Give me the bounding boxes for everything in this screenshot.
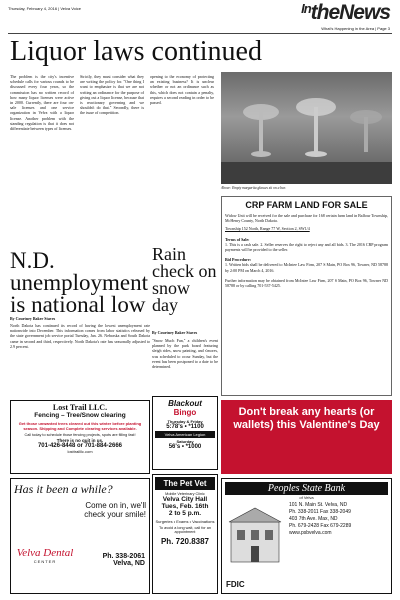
- photo-caption: Above: Empty margarita glasses sit on a bar.: [221, 186, 286, 190]
- blackout-bingo-ad: [152, 396, 218, 470]
- lost-trail-services: Fencing – Tree/Snow clearing: [34, 412, 126, 419]
- dental-center: CENTER: [33, 559, 57, 564]
- lost-trail-name: Lost Trail LLC.: [52, 403, 108, 412]
- bank-name: Peoples State Bank: [225, 482, 388, 495]
- logo-main: theNews: [310, 1, 390, 24]
- vet-phone: Ph. 720.8387: [160, 537, 210, 546]
- main-headline: Liquor laws continued: [10, 36, 262, 67]
- blackout-venue: Velva American Legion: [155, 431, 215, 438]
- crp-terms-heading: Terms of Sale:: [225, 236, 250, 242]
- crp-bids: 1. Written bids shall be delivered to McIntee Law Firm, 207 S Main, PO Box 96, Towner, ND 58788 by 2:00 PM on March 4, 2016.: [225, 262, 388, 273]
- lost-trail-phones: 701-426-8448 or 701-884-2666: [37, 443, 123, 449]
- header-date: Thursday, February 4, 2016 | Velva Voice: [8, 6, 82, 11]
- bank-city: of Velva: [299, 495, 314, 500]
- bank-building-illustration: [225, 502, 285, 572]
- crp-title: CRP FARM LAND FOR SALE: [245, 200, 368, 210]
- blackout-game: Bingo: [173, 408, 197, 417]
- dental-city: Velva, ND: [113, 560, 145, 567]
- rain-headline: Rain check on snow day: [152, 244, 217, 315]
- crp-bid-heading: Bid Procedure:: [225, 257, 251, 263]
- valentine-ad: [221, 400, 392, 474]
- bank-building-icon: [225, 502, 285, 572]
- blackout-day1: Thursday & Friday: [167, 419, 203, 424]
- valentine-text: Don't break any hearts (or wallets) this Valentine's Day: [233, 406, 380, 431]
- bank-phone2: Ph. 679-2428 Fax 679-2289: [289, 523, 352, 529]
- main-story-col3: opening to the economy of protecting an existing business? It is unclear whether or not an ordinance such as this, which does not contain a penalty, requires a second reading in order to be passed.: [150, 74, 214, 106]
- blackout-title: Blackout: [168, 399, 202, 408]
- dental-phone: Ph. 338-2061: [102, 553, 145, 560]
- bank-phone: Ph. 338-2011 Fax 338-2049: [289, 509, 351, 515]
- dental-msg1: Come on in, we'll: [85, 501, 146, 510]
- pet-vet-ad: [152, 474, 218, 594]
- bank-address: 101 N. Main St. Velva, ND: [289, 502, 348, 508]
- section-logo: [301, 1, 390, 25]
- lost-trail-call: Call today to schedule those fencing projects, spots are filling fast!: [24, 433, 136, 437]
- vet-clinic: Mobile Veterinary Clinic: [165, 492, 205, 496]
- blackout-day2: Saturday: [176, 439, 194, 444]
- unemployment-byline: By Courtney Baker Staves: [10, 316, 56, 321]
- dental-title: Has it been a while?: [14, 482, 113, 496]
- vet-date: Tues, Feb. 16th: [161, 503, 209, 510]
- vet-time: 2 to 5 p.m.: [168, 510, 202, 517]
- crp-location: Township 152 North, Range 77 W, Section 2, SW1/4: [225, 226, 310, 232]
- glasses-illustration: [221, 72, 392, 184]
- velva-dental-ad: [10, 478, 150, 594]
- bank-ad: [221, 478, 392, 594]
- rain-byline: By Courtney Baker Staves: [152, 330, 198, 335]
- unemployment-text: North Dakota has continued its record of having the lowest unemployment rate nationwide into December. This information comes from labor statistics released by the state government job service portal Tuesday, Jan. 26. Nebraska and South Dakota came in second and third, respectively. North Dakota's rate has seasonally adjusted to 2.9 percent.: [10, 323, 150, 349]
- dental-name: Velva Dental: [16, 547, 74, 559]
- crp-intro: Widow Unit will be received for the sale and purchase for 168 certain farm land in Balfour Township, McHenry County, North Dakota.: [225, 213, 388, 224]
- vet-city: Velva City Hall: [162, 496, 208, 503]
- lost-trail-quote: There is no quit in us.: [56, 438, 104, 443]
- main-story-col2: Strictly, they must consider what they are writing the policy for. "One thing I want to emphasize is that we are not writing an ordinance for the purpose of giving out a liquor license, because that is reactionary governing and we shouldn't do that." Secondly, there is the issue of competition.: [80, 74, 144, 116]
- fdic-logo: FDIC: [226, 580, 245, 589]
- rain-text: "Snow Much Fun," a children's event planned by the park board featuring sleigh rides, snow painting, and s'mores, was scheduled to occur Sunday, but the event has been postponed to a date to be determined.: [152, 338, 218, 370]
- crp-terms: 1. This is a cash sale. 2. Seller reserves the right to reject any and all bids. 3. The 2016 CRP program payments will be provided to the seller.: [225, 241, 388, 253]
- bank-address2: 403 7th Ave. Max, ND: [289, 516, 338, 522]
- crp-footer: Further information may be obtained from McIntee Law Firm, 207 S Main, PO Box 96, Towner ND 58788 or by calling 701-537-5425.: [225, 277, 388, 289]
- blackout-time1: 5:78's • *1100: [166, 424, 204, 430]
- blackout-time2: 56's • *1000: [168, 444, 202, 450]
- lost-trail-web[interactable]: losttrailllc.com: [67, 449, 93, 454]
- vet-brand: The Pet Vet: [155, 477, 215, 490]
- vet-services: Surgeries • Exams • Vaccinations: [155, 519, 215, 524]
- story-photo: [221, 72, 392, 184]
- crp-ad: [221, 196, 392, 396]
- vet-cta: To avoid a long wait, call for an appointment: [159, 526, 211, 534]
- main-story-col1: The problem is the city's incentive schedule calls for various rounds to be discussed every four years, so the commission has no written record of how many liquor licenses were active in 2000. Currently, there are four on-sale licenses and one service organization in Velva with a liquor license. Another problem with the standing regulation is that it does not differentiate between types of licenses.: [10, 74, 74, 132]
- lost-trail-ad: [10, 400, 150, 474]
- lost-trail-body: Get those unwanted trees cleared out this winter before planting season. Shipping and Complete clearing services available.: [18, 421, 142, 431]
- header-tagline: What's Happening in the Area | Page 3: [321, 26, 390, 31]
- unemployment-headline: N.D. unemployment is national low: [10, 248, 148, 317]
- dental-msg2: check your smile!: [84, 510, 146, 519]
- page-header: [8, 1, 392, 34]
- logo-small: In: [301, 1, 311, 16]
- bank-web[interactable]: www.psbvelva.com: [289, 530, 332, 536]
